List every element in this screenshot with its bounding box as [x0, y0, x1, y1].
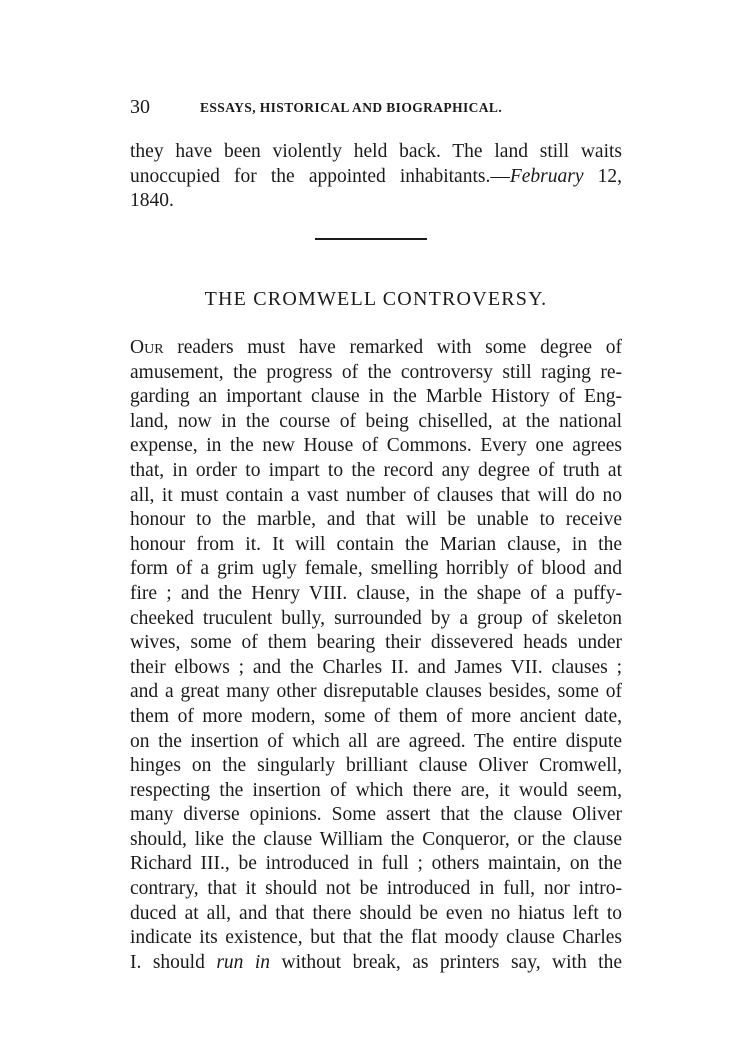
text-line: expense, in the new House of Commons. Every one agrees — [130, 435, 622, 457]
lead-word: Our — [130, 337, 164, 358]
article-body — [130, 336, 622, 975]
text-fragment: readers must have remarked with some degree of — [163, 337, 622, 358]
text-line: and a great many other disreputable clauses besides, some of — [130, 681, 622, 703]
text-line — [130, 336, 622, 361]
text-line: that, in order to impart to the record any degree of truth at — [130, 459, 622, 481]
text-fragment: unoccupied for the appointed inhabitants.— — [130, 165, 510, 187]
text-line: wives, some of them bearing their dissevered heads under — [130, 632, 622, 654]
text-line: duced at all, and that there should be even no hiatus left to — [130, 902, 622, 924]
text-line: land, now in the course of being chiselled, at the national — [130, 410, 622, 432]
text-line: honour from it. It will contain the Marian clause, in the — [130, 533, 622, 555]
text-line: their elbows ; and the Charles II. and James VII. clauses ; — [130, 656, 622, 678]
text-line: respecting the insertion of which there are, it would seem, — [130, 779, 622, 801]
running-title: ESSAYS, HISTORICAL AND BIOGRAPHICAL. — [200, 100, 503, 115]
text-line: garding an important clause in the Marble History of Eng- — [130, 386, 622, 408]
text-line: 1840. — [130, 190, 174, 212]
running-head — [130, 96, 622, 120]
text-line: them of more modern, some of them of more ancient date, — [130, 705, 622, 727]
text-line: indicate its existence, but that the flat moody clause Charles — [130, 927, 622, 949]
continuation-paragraph — [130, 140, 622, 214]
section-title: THE CROMWELL CONTROVERSY. — [204, 288, 548, 310]
text-line: hinges on the singularly brilliant clause Oliver Cromwell, — [130, 755, 622, 777]
text-line — [130, 165, 622, 190]
text-line: they have been violently held back. The land still waits — [130, 141, 622, 162]
text-line: fire ; and the Henry VIII. clause, in the shape of a puffy- — [130, 582, 622, 604]
text-line: Richard III., be introduced in full ; others maintain, on the — [130, 853, 622, 875]
text-line: on the insertion of which all are agreed. The entire dispute — [130, 730, 622, 752]
text-line: form of a grim ugly female, smelling horribly of blood and — [130, 558, 622, 580]
text-line: all, it must contain a vast number of clauses that will do no — [130, 484, 622, 506]
text-line: many diverse opinions. Some assert that the clause Oliver — [130, 804, 622, 826]
text-line: honour to the marble, and that will be unable to receive — [130, 509, 622, 531]
section-divider — [315, 238, 427, 240]
text-fragment: without break, as printers say, with the — [270, 951, 622, 973]
text-fragment: 12, — [583, 165, 622, 187]
page-number: 30 — [130, 96, 150, 118]
text-line — [130, 951, 622, 976]
text-line: amusement, the progress of the controversy still raging re- — [130, 361, 622, 383]
text-fragment: I. should — [130, 951, 217, 973]
text-line: should, like the clause William the Conqueror, or the clause — [130, 828, 622, 850]
italic-phrase: run in — [216, 951, 271, 973]
text-line: cheeked truculent bully, surrounded by a group of skeleton — [130, 607, 622, 629]
text-line: contrary, that it should not be introduced in full, nor intro- — [130, 878, 622, 900]
date-italic: February — [509, 165, 584, 187]
